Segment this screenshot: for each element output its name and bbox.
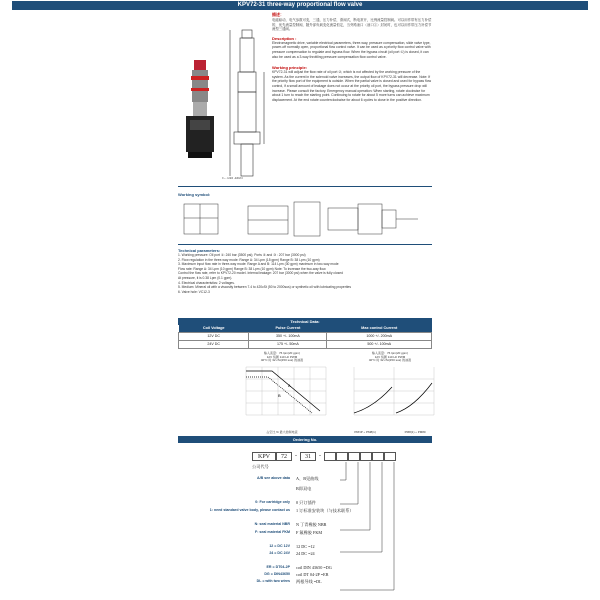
series-b-label: B [278, 392, 281, 398]
list-item: B即双电 [296, 486, 312, 491]
flow-chart: 输入流量：76 lpm(20 gpm) 12V 线圈 110 Hz PWM 40°C 时 32 cSt(150 sus) 的油液 A B 占空比 % 最大控制电流 [232, 352, 332, 435]
valve-photo [178, 58, 222, 168]
tech-param-line: 5. Medium: Mineral oil with a viscosity between 7.4 to 420cSt (50 to 2000sus) or synthetic oil with lubricating properties [178, 285, 351, 290]
code-box [336, 452, 348, 461]
tech-param-line: At pressure, it is 0.38 Lpm (0.1 gpm). [178, 275, 233, 280]
tech-data-table [178, 325, 432, 349]
technical-parameters [178, 248, 432, 294]
description-text: Electromagnetic drive, variable electrical parameters, three-way, pressure compensation, slide valve type, power-off normally open, proportional flow control valve. It can be used as a priority flow control valve with pressure compensation to regulate and bypass flow. When the bypass circuit (oil port ①) is closed, it can also be used as a 3-way throttling pressure compensation flow control valve. [272, 40, 431, 59]
tech-data-heading: Technical Data: [178, 318, 432, 325]
code-box: 31 [300, 452, 316, 461]
tech-param-line: 2. Flow regulation in the three-way mode: Range A: 34 Lpm (15 gpm) Range B: 38 Lpm (10 gpm) [178, 257, 320, 262]
col-coil-voltage: Coil Voltage [179, 325, 249, 332]
code-box: 72 [276, 452, 292, 461]
ordering-heading: Ordering No. [178, 436, 432, 443]
tech-param-line: 4. Electrical characteristics: 2 voltages. [178, 280, 235, 285]
thread-label: ¾ - 1/16 -16UN [222, 176, 243, 180]
list-item: 1: need standard valve body, please contact us 1 订标准安装块（与技术联系） [209, 508, 354, 513]
table-row: 24V DC 175 +/- 50mA 500 +/- 100mA [179, 340, 432, 348]
list-item: 12 = DC 12V 12 DC =12 [269, 544, 315, 549]
pressure-curve-right [396, 383, 432, 413]
list-item: DG = DIN43650 coil DT 04-2P =ER [264, 572, 329, 577]
list-item: 0: For cartridge only 0 只订插件 [255, 500, 316, 505]
col-max-current: Max control Current [327, 325, 432, 332]
tech-param-line: Control the flow rate, refer to KPV72-20 model. Internal leakage: 207 bar (3000 psi) when the valve is fully closed [178, 271, 343, 276]
ordering-connectors [340, 462, 430, 597]
tech-param-line: 6. Valve hole: VC12-3 [178, 289, 210, 294]
working-principle-text: KPV72-31 will adjust the flow rate of oil port ②, which is not affected by the working pressure of the system. As the current in the solenoid valve increases, the output flow of KPV72-31 will decrease. Note: If the priority flow port of the equipment is outside. When the partial valve is closed and used for bypass flow control, if a small amount of leakage does not occur at the priority oil port, the bypass pressure drop will increase. Please consult the factory. Emergency manual operation: When starting, rotate clockwise for about 1 turn to reach the starting point. Continuing to rotate for about 5 more turns can achieve maximum displacement. At the end rotate counterclockwise for about 6 cycles to close in the positive direction. [272, 70, 432, 102]
cn-description: 电磁驱动，电气参数可变，三通，压力补偿，滑阀式，断电常开，比例流量控制阀。可以用作带有压力补偿的，优先流量控制阀，随外部负载变化流量恒定，当旁路油口（油口①）封闭时，也可以用作带压力补偿节流型三通阀。 [272, 18, 432, 32]
tech-param-line: 3. Maximum input flow rate in three-way mode: Range A and B: 114 Lpm (30 gpm) maximum in two-way mode [178, 262, 339, 267]
page-title: KPV72-31 three-way proportional flow valve [12, 1, 588, 10]
code-box: - [295, 453, 297, 459]
code-box [372, 452, 384, 461]
code-box: KPV [252, 452, 276, 461]
chart-left-xlabel: 占空比 % 最大控制电流 [266, 429, 298, 434]
table-row: 12V DC 350 +/- 100mA 1000 +/- 200mA [179, 332, 432, 340]
tech-param-line: Flow rate: Range A: 34 Lpm (10 gpm) Range B: 38 Lpm (10 gpm) Note: To increase the two-way flow. [178, 266, 327, 271]
col-pulse-current: Pulse Current [249, 325, 327, 332]
code-box [360, 452, 372, 461]
list-item: 24 = DC 24V 24 DC =24 [269, 551, 315, 556]
description-heading: Description : [272, 35, 297, 41]
working-symbol-heading: Working symbol: [178, 192, 211, 197]
working-symbol-drawings [178, 198, 432, 242]
code-box [384, 452, 396, 461]
tech-param-line: 1. Working pressure: Oil port ①: 240 bar (3500 psi); Ports ② and ③ : 207 bar (3000 psi) [178, 253, 306, 257]
cn-heading: 描述： [272, 12, 284, 17]
code-box: - [319, 453, 321, 459]
list-item: DL = with two wires 两根导线 =DL [256, 579, 322, 584]
list-item: A/B see above data A、B见曲线 [257, 476, 319, 481]
tech-params-heading: Technical parameters: [178, 248, 221, 253]
company-code-label: 公司代号 [252, 464, 269, 469]
list-item: F: seal material FKM F 氟橡胶 FKM [255, 530, 323, 535]
series-a-label: A [288, 382, 291, 388]
working-principle-heading: Working principle: [272, 65, 308, 71]
list-item: ER = DT04-2P coil DIN 43650 =DG [266, 565, 332, 570]
valve-dimension-drawing [224, 12, 270, 192]
pressure-chart: 输入流量：76 lpm(20 gpm) 12V 线圈 110 Hz PWM 40°C 时 32 cSt(150 sus) 的油液 PRNP ÷ PM8(1) PM8(1) ÷ PM80 [340, 352, 440, 435]
ordering-code-boxes [252, 452, 396, 461]
code-box [348, 452, 360, 461]
description-block [272, 12, 432, 102]
code-box [324, 452, 336, 461]
list-item: N: seal material NBR N 丁青橡胶 NBR [254, 522, 327, 527]
